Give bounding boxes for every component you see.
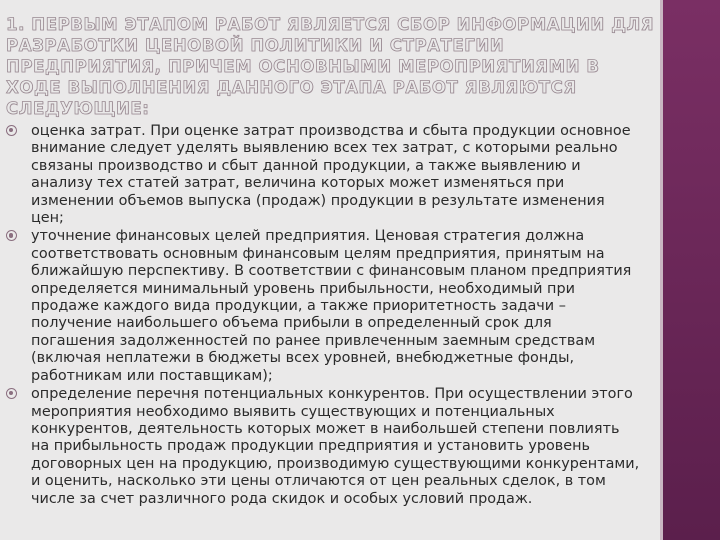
list-item [0,123,640,227]
item-lead: оценка затрат. [31,123,151,139]
list-item [0,228,640,385]
item-text: При оценке затрат производства и сбыта продукции основное внимание следует уделять выявлению всех тех затрат, с которыми реально связаны производство и сбыт данной продукции, а также выявлению и анализу тех статей затрат, величина которых может изменяться при изменении объемов выпуска (продаж) продукции в результате изменения цен; [31,123,631,227]
item-lead: уточнение финансовых целей предприятия. [31,228,375,245]
slide-title: 1. ПЕРВЫМ ЭТАПОМ РАБОТ ЯВЛЯЕТСЯ СБОР ИНФОРМАЦИИ ДЛЯ РАЗРАБОТКИ ЦЕНОВОЙ ПОЛИТИКИ И СТРАТЕГИИ ПРЕДПРИЯТИЯ, ПРИЧЕМ ОСНОВНЫМИ МЕРОПРИЯТИЯМИ В ХОДЕ ВЫПОЛНЕНИЯ ДАННОГО ЭТАПА РАБОТ ЯВЛЯЮТСЯ СЛЕДУЮЩИЕ: [6,15,655,118]
circle-bullet-icon [6,388,17,399]
circle-bullet-icon [6,230,17,241]
item-lead: определение перечня потенциальных конкурентов. [31,386,435,403]
bullet-list [0,123,640,509]
side-band-divider [660,0,663,540]
item-text: Ценовая стратегия должна соответствовать основным финансовым целям предприятия, принятым на ближайшую перспективу. В соответствии с финансовым планом предприятия определяется минимальный уровень прибыльности, необходимый при продаже каждого вида продукции, а также приоритетность задачи – получение наибольшего объема прибыли в определенный срок для погашения задолженностей по ранее привлеченным заемным средствам (включая неплатежи в бюджеты всех уровней, внебюджетные фонды, работникам или поставщикам); [31,228,632,384]
item-text: При осуществлении этого мероприятия необходимо выявить существующих и потенциальных конкурентов, деятельность которых может в наибольшей степени повлиять на прибыльность продаж продукции предприятия и установить уровень договорных цен на продукцию, производимую существующими конкурентами, и оценить, насколько эти цены отличаются от цен реальных сделок, в том числе за счет различного рода скидок и особых условий продаж. [31,386,640,507]
circle-bullet-icon [6,125,17,136]
list-item [0,386,640,508]
side-decoration-band [660,0,720,540]
